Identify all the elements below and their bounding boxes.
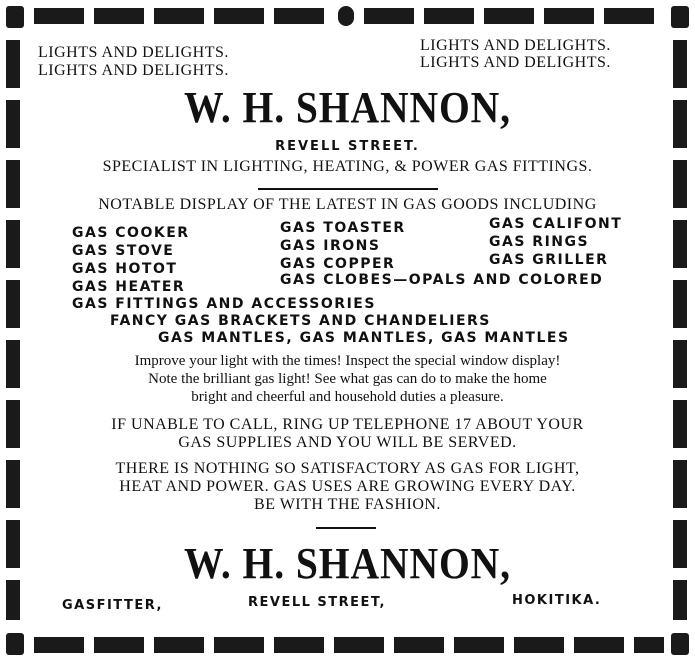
- footer-street: REVELL STREET,: [248, 595, 386, 610]
- telephone-line-2: GAS SUPPLIES AND YOU WILL BE SERVED.: [178, 434, 517, 451]
- goods-item: GAS HOTOT: [72, 261, 178, 277]
- footer-business-name: W. H. SHANNON,: [184, 539, 511, 588]
- goods-item: GAS TOASTER: [280, 220, 406, 236]
- improve-line-2: Note the brilliant gas light! See what gas can do to make the home: [148, 371, 547, 387]
- goods-item: GAS GRILLER: [489, 252, 609, 268]
- telephone-line-1: IF UNABLE TO CALL, RING UP TELEPHONE 17 ABOUT YOUR: [111, 416, 584, 433]
- improve-line-1: Improve your light with the times! Inspect the special window display!: [134, 353, 561, 369]
- brackets-line: FANCY GAS BRACKETS AND CHANDELIERS: [110, 313, 491, 329]
- goods-item: GAS CALIFONT: [489, 216, 623, 232]
- specialist-line: SPECIALIST IN LIGHTING, HEATING, & POWER GAS FITTINGS.: [102, 158, 593, 175]
- satisfactory-line-3: BE WITH THE FASHION.: [254, 496, 441, 513]
- business-name: W. H. SHANNON,: [184, 83, 511, 132]
- footer-role: GASFITTER,: [62, 598, 163, 613]
- slogan-left-1: LIGHTS AND DELIGHTS.: [38, 44, 229, 61]
- goods-item: GAS RINGS: [489, 234, 590, 250]
- footer-town: HOKITIKA.: [512, 593, 602, 608]
- goods-item: GAS COPPER: [280, 256, 396, 272]
- improve-line-3: bright and cheerful and household duties a pleasure.: [191, 389, 504, 405]
- notable-line: NOTABLE DISPLAY OF THE LATEST IN GAS GOODS INCLUDING: [98, 196, 597, 213]
- goods-globes: GAS CLOBES—OPALS AND COLORED: [280, 272, 604, 288]
- street-address: REVELL STREET.: [275, 139, 420, 154]
- goods-item: GAS HEATER: [72, 279, 186, 295]
- slogan-left-2: LIGHTS AND DELIGHTS.: [38, 62, 229, 79]
- fittings-line: GAS FITTINGS AND ACCESSORIES: [72, 296, 376, 312]
- slogan-right-2: LIGHTS AND DELIGHTS.: [420, 54, 611, 71]
- divider-rule: [258, 188, 438, 190]
- divider-rule-small: [316, 527, 376, 529]
- goods-item: GAS STOVE: [72, 243, 175, 259]
- goods-item: GAS COOKER: [72, 225, 190, 241]
- satisfactory-line-1: THERE IS NOTHING SO SATISFACTORY AS GAS FOR LIGHT,: [115, 460, 580, 477]
- slogan-right-1: LIGHTS AND DELIGHTS.: [420, 37, 611, 54]
- mantles-line: GAS MANTLES, GAS MANTLES, GAS MANTLES: [158, 330, 570, 346]
- goods-item: GAS IRONS: [280, 238, 381, 254]
- satisfactory-line-2: HEAT AND POWER. GAS USES ARE GROWING EVERY DAY.: [119, 478, 576, 495]
